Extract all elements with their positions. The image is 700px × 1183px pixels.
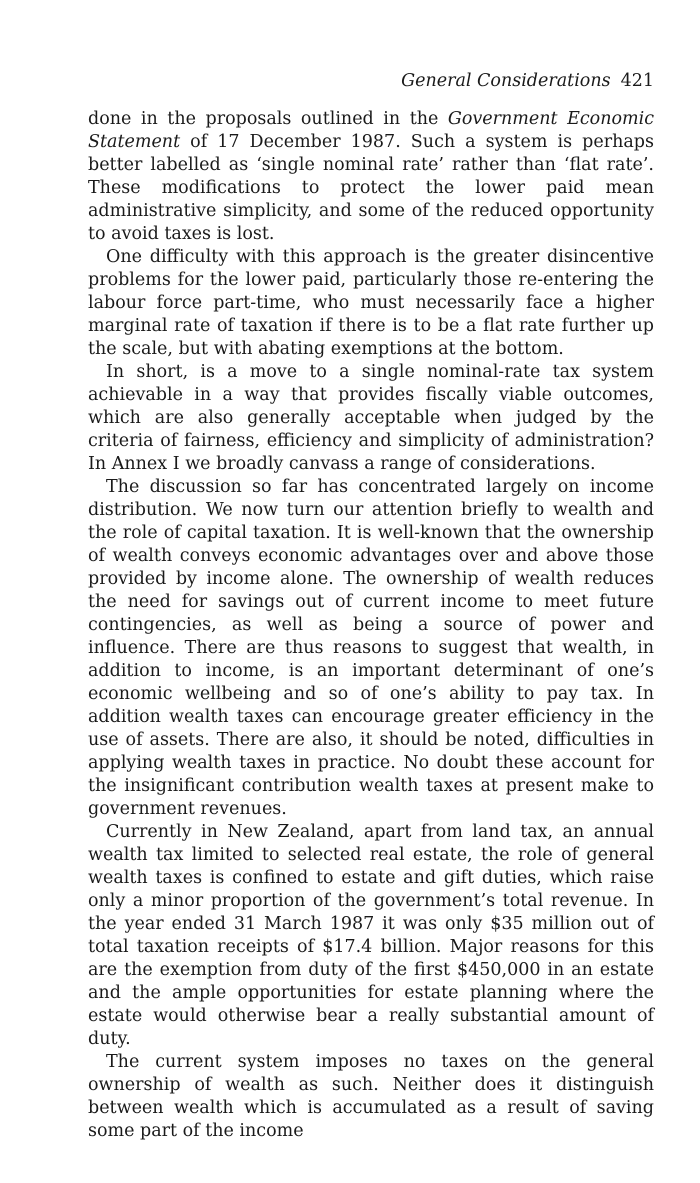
paragraph-1-start: done in the proposals outlined in the	[88, 109, 448, 129]
paragraph-1	[88, 108, 654, 246]
body-text	[88, 108, 654, 1143]
cited-document-title: Government Economic Statement	[88, 109, 655, 152]
paragraph-2: One difficulty with this approach is the greater disincentive problems for the lower paid, particularly those re-entering the labour force part-time, who must necessarily face a higher marginal rate of taxation if there is to be a flat rate further up the scale, but with abating exemptions at the bottom.	[88, 247, 654, 359]
paragraph-5: Currently in New Zealand, apart from land tax, an annual wealth tax limited to selected real estate, the role of general wealth taxes is confined to estate and gift duties, which raise only a minor proportion of the government’s total revenue. In the year ended 31 March 1987 it was only $35 million out of total taxation receipts of $17.4 billion. Major reasons for this are the exemption from duty of the first $450,000 in an estate and the ample opportunities for estate planning where the estate would otherwise bear a really substantial amount of duty.	[88, 822, 654, 1049]
running-title: General Considerations	[401, 71, 611, 91]
paragraph-3: In short, is a move to a single nominal-rate tax system achievable in a way that provides fiscally viable outcomes, which are also generally acceptable when judged by the criteria of fairness, efficiency and simplicity of administration? In Annex I we broadly canvass a range of considerations.	[88, 362, 654, 474]
page-number: 421	[620, 71, 654, 91]
paragraph-1-end: of 17 December 1987. Such a system is perhaps better labelled as ‘single nominal rate’ rather than ‘flat rate’. These modifications to protect the lower paid mean administrative simplicity, and some of the reduced opportunity to avoid taxes is lost.	[88, 132, 654, 244]
paragraph-4: The discussion so far has concentrated largely on income distribution. We now turn our attention briefly to wealth and the role of capital taxation. It is well-known that the ownership of wealth conveys economic advantages over and above those provided by income alone. The ownership of wealth reduces the need for savings out of current income to meet future contingencies, as well as being a source of power and influence. There are thus reasons to suggest that wealth, in addition to income, is an important determinant of one’s economic wellbeing and so of one’s ability to pay tax. In addition wealth taxes can encourage greater efficiency in the use of assets. There are also, it should be noted, difficulties in applying wealth taxes in practice. No doubt these account for the insignificant contribution wealth taxes at present make to government revenues.	[88, 477, 654, 819]
paragraph-6: The current system imposes no taxes on the general ownership of wealth as such. Neither does it distinguish between wealth which is accumulated as a result of saving some part of the income	[88, 1052, 654, 1141]
page-header	[88, 70, 654, 92]
